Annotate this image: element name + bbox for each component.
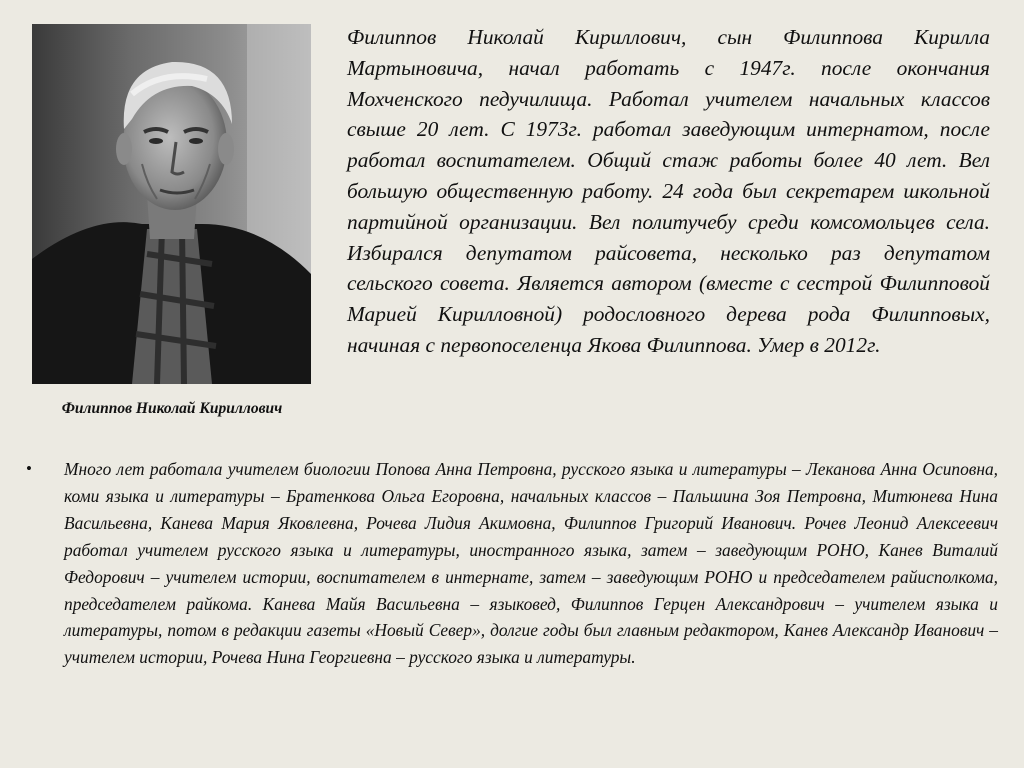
portrait-photo [32,24,311,384]
bullet-marker: • [26,459,32,478]
list-item-text: Много лет работала учителем биологии Попова Анна Петровна, русского языка и литературы – Леканова Анна Осиповна, коми языка и литературы – Братенкова Ольга Егоровна, начальных классов – Пальшина Зоя Петровна, Митюнева Нина Васильевна, Канева Мария Яковлевна, Рочева Лидия Акимовна, Филиппов Григорий Иванович. Рочев Леонид Алексеевич работал учителем русского языка и литературы, иностранного языка, затем – заведующим РОНО, Канев Виталий Федорович – учителем истории, воспитателем в интернате, затем – заведующим РОНО и председателем райисполкома, председателем райкома. Канева Майя Васильевна – языковед, Филиппов Герцен Александрович – учителем языка и литературы, потом в редакции газеты «Новый Север», долгие годы был главным редактором, Канев Александр Иванович – учителем истории, Рочева Нина Георгиевна – русского языка и литературы. [64,459,998,668]
teachers-list [26,456,998,671]
photo-caption: Филиппов Николай Кириллович [61,400,283,417]
list-item [26,456,998,671]
biography-text: Филиппов Николай Кириллович, сын Филиппова Кирилла Мартыновича, начал работать с 1947г. после окончания Мохченского педучилища. Работал учителем начальных классов свыше 20 лет. С 1973г. работал заведующим интернатом, после работал воспитателем. Общий стаж работы более 40 лет. Вел большую общественную работу. 24 года был секретарем школьной партийной организации. Вел политучебу среди комсомольцев села. Избирался депутатом райсовета, несколько раз депутатом сельского совета. Является автором (вместе с сестрой Филипповой Марией Кирилловной) родословного дерева рода Филипповых, начиная с первопоселенца Якова Филиппова. Умер в 2012г. [347,25,990,357]
